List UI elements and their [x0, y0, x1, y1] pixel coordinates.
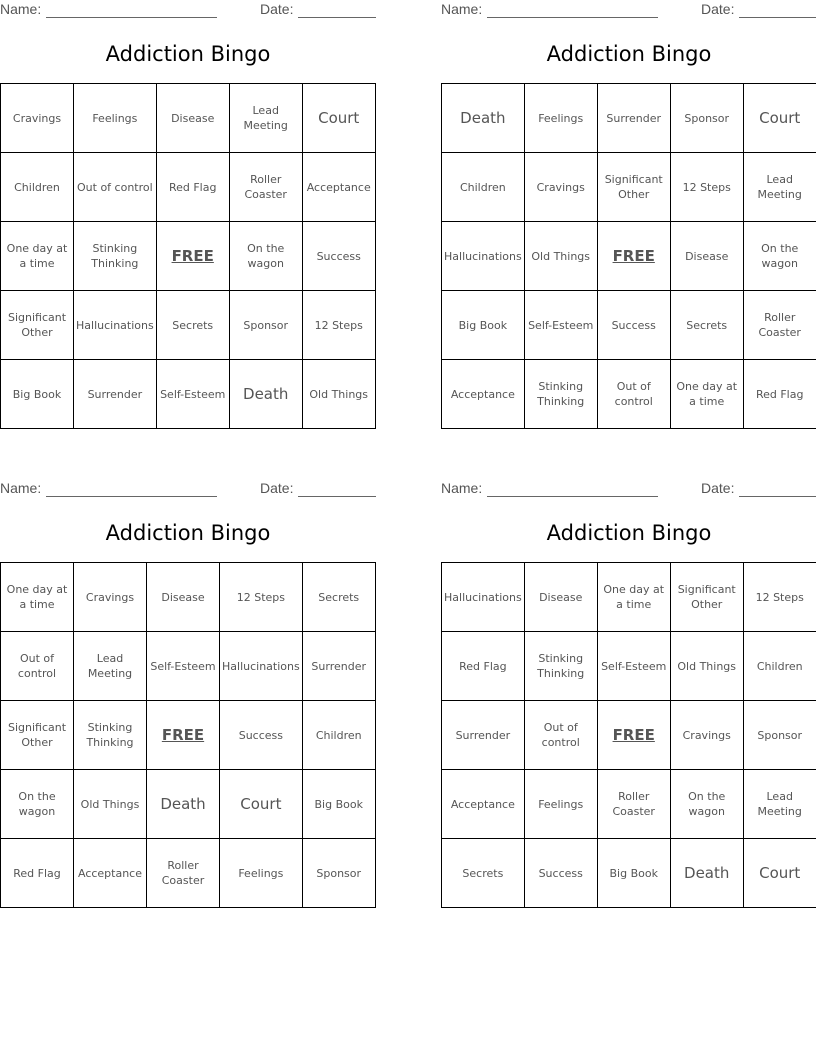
bingo-grid — [0, 562, 376, 908]
grid-cell: Disease — [147, 563, 220, 632]
grid-cell: 12 Steps — [302, 291, 375, 360]
grid-cell: Self-Esteem — [597, 632, 670, 701]
grid-cell: Court — [743, 84, 816, 153]
grid-row — [442, 770, 816, 839]
grid-cell: Out of control — [74, 153, 157, 222]
date-field-line[interactable] — [739, 17, 816, 18]
grid-cell: Feelings — [524, 84, 597, 153]
grid-cell: Out of control — [597, 360, 670, 429]
grid-cell: Sponsor — [229, 291, 302, 360]
grid-cell: Death — [147, 770, 220, 839]
grid-cell: Lead Meeting — [74, 632, 147, 701]
grid-cell: Sponsor — [743, 701, 816, 770]
grid-cell: Significant Other — [1, 291, 74, 360]
grid-cell: Secrets — [302, 563, 375, 632]
header-fields — [0, 1, 376, 21]
name-field-line[interactable] — [46, 496, 217, 497]
grid-cell: 12 Steps — [220, 563, 303, 632]
free-space: FREE — [147, 701, 220, 770]
bingo-grid — [0, 83, 376, 429]
grid-cell: Red Flag — [442, 632, 525, 701]
grid-row — [442, 839, 816, 908]
grid-cell: Acceptance — [442, 770, 525, 839]
date-label: Date: — [701, 480, 735, 496]
free-space: FREE — [597, 701, 670, 770]
grid-cell: Cravings — [1, 84, 74, 153]
grid-cell: Children — [442, 153, 525, 222]
grid-cell: Out of control — [524, 701, 597, 770]
grid-cell: Stinking Thinking — [74, 701, 147, 770]
grid-cell: Hallucinations — [442, 222, 525, 291]
grid-cell: Feelings — [220, 839, 303, 908]
grid-cell: 12 Steps — [743, 563, 816, 632]
grid-cell: Success — [220, 701, 303, 770]
grid-row — [1, 291, 376, 360]
grid-cell: Self-Esteem — [156, 360, 229, 429]
name-label: Name: — [0, 1, 42, 17]
grid-cell: Old Things — [302, 360, 375, 429]
card-title: Addiction Bingo — [546, 521, 712, 545]
grid-cell: Big Book — [1, 360, 74, 429]
grid-cell: Sponsor — [302, 839, 375, 908]
grid-cell: Cravings — [524, 153, 597, 222]
grid-cell: Acceptance — [442, 360, 525, 429]
free-space: FREE — [156, 222, 229, 291]
grid-cell: Self-Esteem — [524, 291, 597, 360]
grid-cell: Hallucinations — [442, 563, 525, 632]
grid-cell: One day at a time — [1, 563, 74, 632]
grid-cell: Cravings — [670, 701, 743, 770]
grid-cell: Roller Coaster — [743, 291, 816, 360]
grid-row — [442, 632, 816, 701]
grid-cell: Secrets — [670, 291, 743, 360]
grid-cell: Out of control — [1, 632, 74, 701]
name-label: Name: — [441, 480, 483, 496]
grid-cell: On the wagon — [670, 770, 743, 839]
grid-cell: On the wagon — [1, 770, 74, 839]
grid-cell: On the wagon — [229, 222, 302, 291]
grid-cell: Old Things — [74, 770, 147, 839]
grid-row — [1, 84, 376, 153]
grid-row — [442, 84, 816, 153]
grid-cell: One day at a time — [597, 563, 670, 632]
grid-cell: On the wagon — [743, 222, 816, 291]
grid-cell: Self-Esteem — [147, 632, 220, 701]
grid-cell: Lead Meeting — [743, 770, 816, 839]
grid-cell: Disease — [524, 563, 597, 632]
grid-cell: Children — [302, 701, 375, 770]
grid-cell: Old Things — [670, 632, 743, 701]
grid-cell: Red Flag — [156, 153, 229, 222]
grid-row — [1, 839, 376, 908]
grid-row — [1, 360, 376, 429]
card-title: Addiction Bingo — [105, 42, 271, 66]
card-title: Addiction Bingo — [546, 42, 712, 66]
grid-cell: Disease — [156, 84, 229, 153]
grid-cell: Roller Coaster — [147, 839, 220, 908]
grid-cell: Surrender — [442, 701, 525, 770]
grid-row — [1, 563, 376, 632]
grid-cell: 12 Steps — [670, 153, 743, 222]
grid-cell: Secrets — [442, 839, 525, 908]
grid-cell: Death — [229, 360, 302, 429]
date-field-line[interactable] — [739, 496, 816, 497]
date-label: Date: — [701, 1, 735, 17]
name-field-line[interactable] — [46, 17, 217, 18]
grid-cell: Old Things — [524, 222, 597, 291]
bingo-card-4 — [441, 479, 816, 919]
grid-cell: Children — [743, 632, 816, 701]
grid-row — [442, 222, 816, 291]
grid-cell: Stinking Thinking — [524, 360, 597, 429]
name-label: Name: — [441, 1, 483, 17]
date-label: Date: — [260, 480, 294, 496]
grid-cell: Death — [670, 839, 743, 908]
grid-cell: Significant Other — [597, 153, 670, 222]
grid-cell: Lead Meeting — [743, 153, 816, 222]
grid-cell: Court — [302, 84, 375, 153]
grid-cell: Success — [597, 291, 670, 360]
grid-cell: Feelings — [74, 84, 157, 153]
grid-cell: Big Book — [302, 770, 375, 839]
header-fields — [0, 480, 376, 500]
grid-row — [442, 360, 816, 429]
grid-row — [1, 153, 376, 222]
grid-cell: Significant Other — [1, 701, 74, 770]
grid-cell: Success — [302, 222, 375, 291]
grid-cell: Death — [442, 84, 525, 153]
grid-cell: Success — [524, 839, 597, 908]
name-field-line[interactable] — [487, 17, 658, 18]
grid-cell: Lead Meeting — [229, 84, 302, 153]
grid-cell: Stinking Thinking — [74, 222, 157, 291]
grid-row — [1, 222, 376, 291]
free-space: FREE — [597, 222, 670, 291]
grid-cell: Stinking Thinking — [524, 632, 597, 701]
grid-cell: Red Flag — [743, 360, 816, 429]
grid-row — [442, 291, 816, 360]
header-fields — [441, 480, 816, 500]
grid-cell: Disease — [670, 222, 743, 291]
grid-cell: Court — [220, 770, 303, 839]
bingo-grid — [441, 83, 816, 429]
grid-cell: Significant Other — [670, 563, 743, 632]
grid-cell: Red Flag — [1, 839, 74, 908]
grid-cell: Acceptance — [302, 153, 375, 222]
card-title: Addiction Bingo — [105, 521, 271, 545]
date-field-line[interactable] — [298, 496, 376, 497]
grid-cell: Acceptance — [74, 839, 147, 908]
grid-row — [442, 701, 816, 770]
bingo-card-1 — [0, 0, 376, 440]
grid-cell: One day at a time — [670, 360, 743, 429]
grid-cell: Surrender — [74, 360, 157, 429]
name-field-line[interactable] — [487, 496, 658, 497]
grid-cell: Children — [1, 153, 74, 222]
bingo-card-3 — [0, 479, 376, 919]
grid-cell: Hallucinations — [74, 291, 157, 360]
grid-row — [442, 153, 816, 222]
grid-cell: Sponsor — [670, 84, 743, 153]
date-field-line[interactable] — [298, 17, 376, 18]
bingo-card-2 — [441, 0, 816, 440]
grid-cell: One day at a time — [1, 222, 74, 291]
grid-cell: Big Book — [442, 291, 525, 360]
grid-cell: Surrender — [302, 632, 375, 701]
grid-cell: Surrender — [597, 84, 670, 153]
grid-cell: Cravings — [74, 563, 147, 632]
grid-cell: Feelings — [524, 770, 597, 839]
grid-cell: Secrets — [156, 291, 229, 360]
grid-row — [442, 563, 816, 632]
bingo-grid — [441, 562, 816, 908]
grid-cell: Roller Coaster — [229, 153, 302, 222]
grid-row — [1, 632, 376, 701]
date-label: Date: — [260, 1, 294, 17]
name-label: Name: — [0, 480, 42, 496]
grid-cell: Hallucinations — [220, 632, 303, 701]
grid-row — [1, 770, 376, 839]
grid-row — [1, 701, 376, 770]
grid-cell: Big Book — [597, 839, 670, 908]
grid-cell: Roller Coaster — [597, 770, 670, 839]
grid-cell: Court — [743, 839, 816, 908]
header-fields — [441, 1, 816, 21]
